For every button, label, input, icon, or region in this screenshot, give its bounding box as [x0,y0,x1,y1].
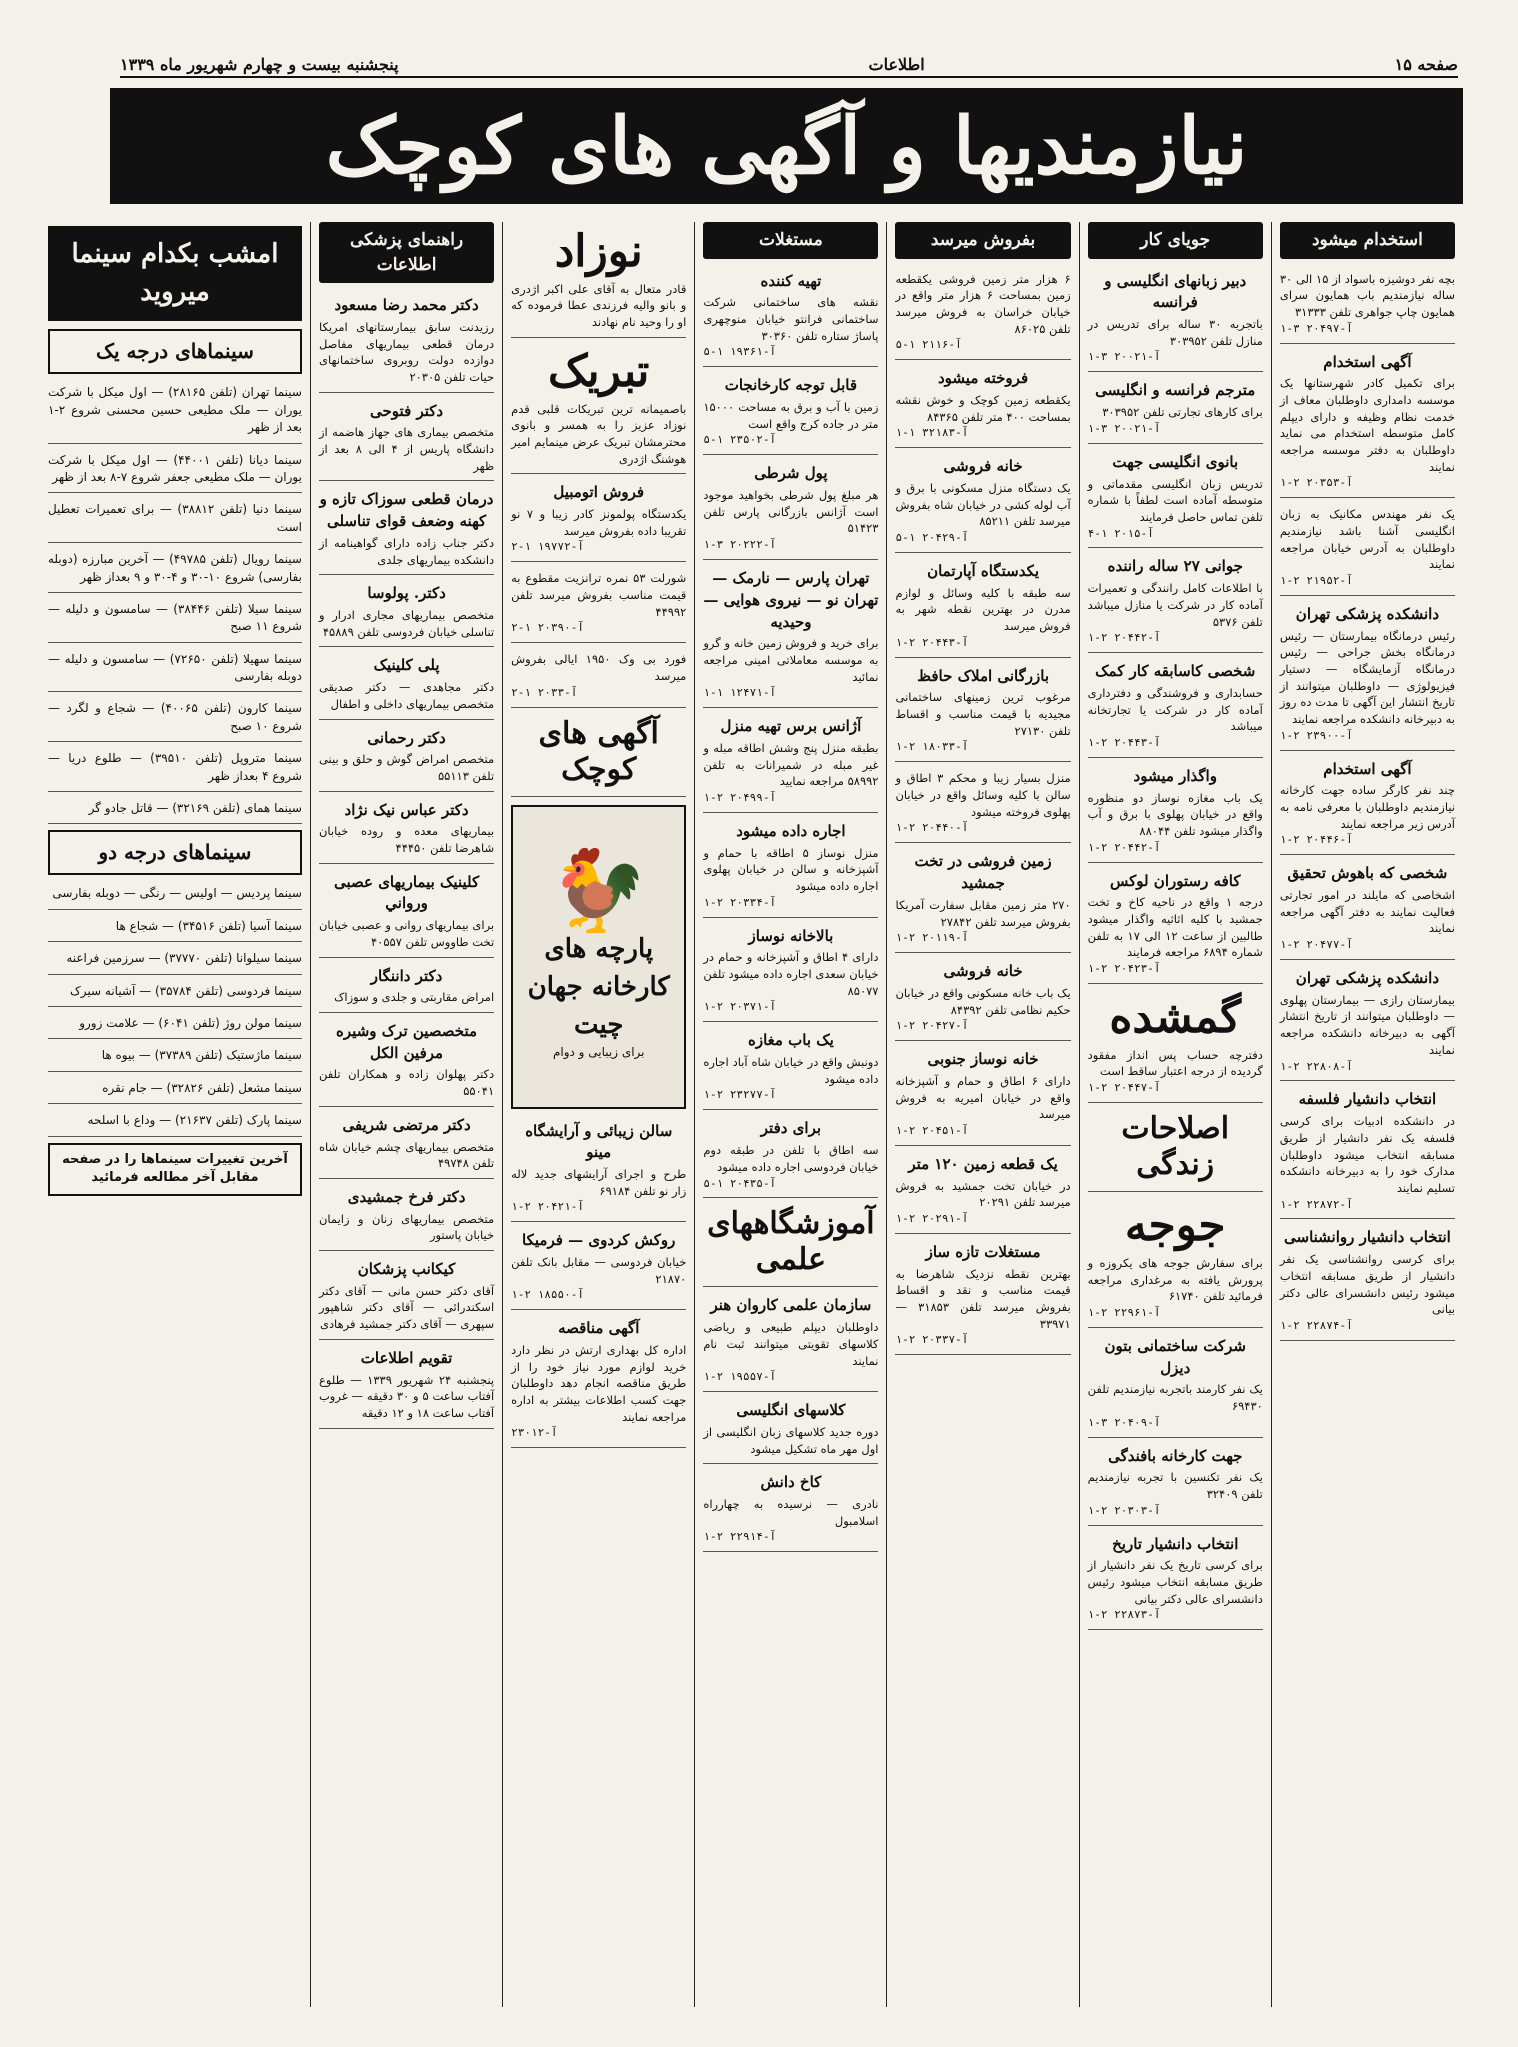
ad-body: آقای دکتر حسن مانی — آقای دکتر اسکندرائی — آقای دکتر شاهپور سپهری — آقای دکتر جمشید فرهادی [318,1283,495,1332]
ad-body: برای خرید و فروش زمین خانه و گرو به موسسه معاملاتی امینی مراجعه نمائید [703,636,879,684]
ad-body: شورلت ۵۳ نمره ترانزیت مقطوع به قیمت مناسب بفروش میرسد تلفن ۴۴۹۹۲ [511,571,687,619]
ad-list [895,267,1070,1356]
classified-ad [319,397,494,482]
ad-title: فروخته میشود [938,369,1029,388]
classified-ad [703,1291,878,1392]
classified-ad [1088,867,1263,984]
ad-title: زمین فروشی در تخت جمشید [914,852,1052,893]
ad-body: برای سفارش جوجه های یکروزه و پرورش یافته به مرغداری مراجعه فرمائید تلفن ۶۱۷۴۰ [1087,1255,1263,1304]
ad-code: آ-۲۰۴۴۳ ۲-۱ [1087,735,1161,749]
ad-code: آ-۲۲۸۰۸ ۲-۱ [1279,1059,1353,1073]
ad-body: برای کارهای تجارتی تلفن ۳۰۳۹۵۲ [1102,405,1263,420]
ad-body: مرغوب ترین زمینهای ساختمانی مجیدیه با قیمت مناسب و اقساط تلفن ۲۷۱۳۰ [895,690,1071,738]
ad-title: مستغلات تازه ساز [925,1242,1041,1261]
ad-title: تهیه کننده [760,271,822,290]
ad-title: یک قطعه زمین ۱۲۰ متر [908,1154,1058,1173]
classified-ad [703,1026,878,1110]
ad-title: تبریک [548,345,650,397]
ad-body: بیماریهای معده و روده خیابان شاهرضا تلفن ۴۴۴۵۰ [318,824,495,856]
ad-body: پنجشنبه ۲۴ شهریور ۱۳۳۹ — طلوع آفتاب ساعت ۵ و ۳۰ دقیقه — غروب آفتاب ساعت ۱۸ و ۱۲ دقیقه [318,1372,495,1420]
classified-ad [1280,348,1455,499]
column-medical [310,222,502,2007]
ad-code: آ-۱۹۷۷۲ ۱-۲ [511,540,585,554]
cinema-listing: سینما رویال (تلفن ۴۹۷۸۵) — آخرین مبارزه (دوبله بفارسی) شروع ۱۰-۳۰ و ۴-۳۰ و ۹ بعداز ظهر [48,547,302,593]
classified-ad [703,817,878,918]
ad-title: دکتر رحمانی [367,728,446,747]
column-heading: مستغلات [703,222,878,259]
ad-code: آ-۲۱۱۶ ۱-۵ [895,338,962,352]
ad-code: آ-۲۰۴۹۹ ۲-۱ [703,791,777,805]
ad-list [1088,267,1263,1631]
ad-body: در خیابان تخت جمشید به فروش میرسد تلفن ۲۰۲۹۱ [895,1178,1071,1210]
ad-body: دکتر مجاهدی — دکتر صدیقی متخصص بیماریهای داخلی و اطفال [318,680,495,711]
cinema-listing: سینما پارک (تلفن ۲۱۶۳۷) — وداع با اسلحه [48,1108,302,1136]
column-heading: استخدام میشود [1280,222,1455,259]
ad-title: خانه فروشی [943,962,1023,981]
cinema-listing: سینما سیلوانا (تلفن ۳۷۷۷۰) — سرزمین فراعنه [48,946,302,974]
ad-code: آ-۱۲۴۷۱ ۱-۱ [703,686,777,700]
classified-ad [1088,1107,1263,1192]
classified-ad [1088,762,1263,863]
classified-ad [1280,502,1455,596]
ad-title: بازرگانی املاک حافظ [917,666,1050,685]
ad-body: هر مبلغ پول شرطی بخواهید موجود است آژانس بازرگانی پارس تلفن ۵۱۴۲۳ [703,488,879,536]
ad-title: بانوی انگلیسی جهت [1112,452,1239,471]
classifieds-banner: نیازمندیها و آگهی های کوچک [110,88,1463,204]
ad-title: کافه رستوران لوکس [1110,871,1241,890]
ad-body: منزل نوساز ۵ اطاقه با حمام و آشپزخانه و سالن در خیابان پهلوی اجاره داده میشود [703,845,879,894]
ad-code: آ-۲۰۳۷۱ ۲-۱ [703,1000,777,1014]
ad-code: آ-۲۰۴۲۳ ۲-۱ [1087,962,1161,976]
ad-title: دکتر فرخ جمشیدی [347,1187,466,1206]
classified-ad [703,564,878,708]
classified-ad [319,1017,494,1107]
ad-body: با اطلاعات کامل رانندگی و تعمیرات آماده کار در شرکت یا منازل میباشد تلفن ۵۳۷۶ [1087,581,1263,629]
ad-code: آ-۲۰۳۳۷ ۲-۱ [895,1333,969,1347]
classified-ad [895,1045,1070,1146]
classified-ad [511,1226,686,1310]
ad-title: جوجه [1124,1200,1226,1252]
classified-ad [1280,859,1455,960]
ad-code: آ-۲۰۴۲۷ ۲-۱ [895,1019,969,1033]
ad-title: آموزشگاههای علمی [707,1206,875,1278]
classified-ad [1088,988,1263,1103]
ad-body: تدریس زبان انگلیسی مقدماتی و متوسطه آماده است لطفاً با شماره تلفن تماس حاصل فرمایند [1087,476,1263,524]
classified-ad [895,1150,1070,1234]
ad-title: دکتر محمد رضا مسعود [334,296,479,315]
ad-title: نوزاد [554,226,643,277]
classified-ad [511,712,686,797]
ad-code: آ-۲۰۲۲۲ ۳-۱ [703,538,777,552]
ad-code: آ-۲۰۴۵۱ ۲-۱ [895,1123,969,1137]
cinema-section-heading: سینماهای درجه یک [48,329,302,374]
issue-date: پنجشنبه بیست و چهارم شهریور ماه ۱۳۳۹ [120,54,399,74]
classified-ad [895,557,1070,658]
ad-body: یک باب خانه مسکونی واقع در خیابان حکیم نظامی تلفن ۸۴۳۹۲ [895,985,1071,1017]
ad-title: قابل توجه کارخانجات [724,376,858,395]
ad-body: طرح و اجرای آرایشهای جدید لاله زار نو تلفن ۶۹۱۸۴ [511,1167,687,1198]
classified-ad [703,1202,878,1287]
classified-ad [895,267,1070,361]
classified-ad [703,371,878,455]
ad-title: تقویم اطلاعات [360,1348,453,1367]
ad-code: آ-۲۳۲۷۷ ۲-۱ [703,1088,777,1102]
ad-code: آ-۲۰۴۲۹ ۱-۵ [895,531,969,545]
ad-code: آ-۱۸۰۳۳ ۲-۱ [895,740,969,754]
classified-ad [703,267,878,368]
ad-title: کلینیک بیماریهای عصبی ورواني [333,872,480,913]
ad-code: آ-۲۲۸۷۴ ۲-۱ [1279,1318,1353,1332]
ad-code: آ-۲۳۵۰۲ ۱-۵ [703,433,777,447]
ad-body: متخصص بیماری های جهاز هاضمه از دانشگاه پاریس از ۴ الی ۸ بعد از ظهر [318,425,495,473]
ad-body: فورد بی وک ۱۹۵۰ ایالی بفروش میرسد [511,652,687,683]
ad-body: اشخاصی که مایلند در امور تجارتی فعالیت نمایند به دفتر آگهی مراجعه نمایند [1279,888,1455,936]
paper-name: اطلاعات [868,54,925,74]
ad-body: برای کرسی تاریخ یک نفر دانشیار از طریق مسابقه انتخاب میشود رئیس دانشسرای عالی دکتر بیانی [1087,1558,1263,1606]
ad-title: آگهی استخدام [1323,759,1412,778]
classified-ad [1280,267,1455,344]
column-real-estate [694,222,886,2007]
ad-body: رئیس درمانگاه بیمارستان — رئیس درمانگاه بخش جراحی — رئیس درمانگاه آزمایشگاه — دستیار فیزیولوژی — داوطلبان میتوانند از تاریخ انتشار این آگهی تا مدت ده روز به دبیرخانه دانشکده مراجعه نمایند [1279,628,1455,727]
ad-body: زمین با آب و برق به مساحت ۱۵۰۰۰ متر در جاده کرج واقع است [703,400,879,431]
ad-title: تهران پارس — نارمک — تهران نو — نیروی هوایی — وحیدیه [703,569,879,631]
column-for-sale [886,222,1078,2007]
ad-body: نادری — نرسیده به چهارراه اسلامبول [703,1497,879,1528]
ad-title: روکش کردوی — فرمیکا [522,1231,676,1250]
ad-title: پلی کلینیک [373,656,440,675]
ad-body: یک نفر مهندس مکانیک به زبان انگلیسی آشنا باشد نیازمندیم داوطلبان به آدرس خیابان مراجعه نمایند [1279,507,1455,572]
classified-ad [895,364,1070,448]
ad-list [511,222,686,797]
cinema-listing: سینما متروپل (تلفن ۳۹۵۱۰) — طلوع دریا — شروع ۴ بعداز ظهر [48,746,302,792]
cinema-listing: سینما مولن روژ (تلفن ۶۰۴۱) — علامت زورو [48,1011,302,1039]
cinema-listing: سینما آسیا (تلفن ۳۴۵۱۶) — شجاع ها [48,914,302,942]
ad-body: رزیدنت سابق بیمارستانهای امریکا درمان قطعی بیماریهای مفاصل دوازده دولت روبروی ساختمانهای حیات تلفن ۲۰۳۰۵ [318,320,495,385]
classified-ad [511,222,686,338]
classifieds-columns [40,222,1463,2007]
page-number: صفحه ۱۵ [1394,54,1458,74]
ad-title: شخصی که باهوش تحقیق [1287,864,1448,883]
ad-title: خانه نوساز جنوبی [927,1050,1039,1069]
classified-ad [1088,267,1263,373]
cinema-section-heading: سینماهای درجه دو [48,830,302,875]
classified-ad [319,291,494,392]
classified-ad [319,485,494,575]
ad-body: ۶ هزار متر زمین فروشی یکقطعه زمین بمساحت ۶ هزار متر واقع در خیابان خراسان به فروش میرسد تلفن ۸۶۰۲۵ [895,271,1071,336]
ad-code: آ-۱۹۵۵۷ ۲-۱ [703,1370,777,1384]
ad-code: آ-۲۰۴۴۶ ۲-۱ [1279,833,1353,847]
cinema-sections [48,329,302,1136]
ad-body: یکدستگاه پولمونز کادر زیبا و ۷ نو تقریبا داده بفروش میرسد [511,507,687,538]
ad-code: آ-۲۱۹۵۲ ۲-۱ [1279,574,1353,587]
classified-ad [703,459,878,560]
ad-body: امراض مقاربتی و جلدی و سوزاک [334,990,495,1005]
ad-body: اداره کل بهداری ارتش در نظر دارد خرید لوازم مورد نیاز خود را از طریق مناقصه انجام دهد داوطلبان جهت کسب اطلاعات بیشتر به اداره مراجعه نمایند [511,1343,687,1424]
classified-ad [1280,1223,1455,1340]
classified-ad [895,847,1070,953]
ad-body: متخصص بیماریهای مجاری ادرار و تناسلی خیابان فردوسی تلفن ۴۵۸۸۹ [318,608,495,639]
column-heading: راهنمای پزشکی اطلاعات [319,222,494,283]
ad-code: آ-۲۰۱۱۹ ۲-۱ [895,931,969,945]
ad-title: گمشده [1109,991,1242,1043]
classified-ad [703,1468,878,1552]
ad-code: آ-۲۰۴۴۰ ۲-۱ [895,821,969,835]
ad-code: آ-۲۰۳۰۳ ۲-۱ [1087,1503,1161,1517]
ad-body: متخصص امراض گوش و حلق و بینی تلفن ۵۵۱۱۳ [318,752,495,783]
ad-title: اجاره داده میشود [736,821,846,840]
cinema-heading: امشب بکدام سینما میروید [48,226,302,321]
ad-code: آ-۳۲۱۸۳ ۱-۱ [895,426,969,440]
ad-title: خانه فروشی [943,457,1023,476]
cinema-listing: سینما مشعل (تلفن ۳۲۸۲۶) — جام نقره [48,1076,302,1104]
ad-code: آ-۲۰۳۳۴ ۲-۱ [703,895,777,909]
ad-title: جوانی ۲۷ ساله راننده [1107,557,1243,576]
ad-list-tail [511,1117,686,1449]
ad-title: آگهی استخدام [1323,352,1412,371]
ad-title: بالاخانه نوساز [748,926,834,945]
classified-ad [1088,1196,1263,1328]
ad-title: جهت کارخانه بافندگی [1108,1446,1243,1465]
ad-body: دفترچه حساب پس انداز مفقود گردیده از درجه اعتبار ساقط است [1087,1047,1263,1079]
ad-title: فروش اتومبیل [553,483,645,502]
column-heading: بفروش میرسد [895,222,1070,259]
ad-list [703,267,878,1553]
cinema-listing: سینما پردیس — اولیس — رنگی — دوبله بفارسی [48,881,302,909]
ad-title: شرکت ساختمانی بتون دیزل [1104,1336,1246,1377]
ad-title: دبیر زبانهای انگلیسی و فرانسه [1104,271,1247,312]
ad-body: برای کرسی روانشناسی یک نفر دانشیار از طریق مسابقه انتخاب میشود رئیس دانشسرای عالی دکتر بیانی [1279,1252,1455,1317]
ad-body: در دانشکده ادبیات برای کرسی فلسفه یک نفر دانشیار از طریق مسابقه انتخاب میشود داوطلبان مدارک خود را به دبیرخانه دانشکده تسلیم نمایند [1279,1114,1455,1195]
column-misc [502,222,694,2007]
classified-ad [319,962,494,1013]
ad-code: آ-۲۰۴۰۹ ۳-۱ [1087,1415,1161,1429]
ad-code: آ-۱۹۳۶۱ ۱-۵ [703,345,777,359]
ad-title: پول شرطی [754,464,828,483]
ad-code: آ-۲۳۹۰۰ ۲-۱ [1279,728,1353,742]
ad-code: آ-۲۰۳۵۳ ۲-۱ [1279,476,1353,490]
ad-body: درجه ۱ واقع در ناحیه کاخ و تخت جمشید با کلیه اثاثیه واگذار میشود طالبین از ساعت ۱۲ الی ۱۷ به تلفن شماره ۶۸۹۴ مراجعه فرمایند [1087,895,1263,960]
ad-title: انتخاب دانشیار تاریخ [1112,1534,1239,1553]
column-cinemas [40,222,310,2007]
ad-code: آ-۲۰۱۵ ۱-۴ [1087,526,1154,540]
ad-body: برای تکمیل کادر شهرستانها یک موسسه دامداری داوطلبان معاف از خدمت نظام وظیفه و دارای دیپلم کامل متوسطه استخدام می نماید داوطلبان به دفتر موسسه مراجعه نمایند [1279,376,1455,474]
ad-code: آ-۲۰۴۷۷ ۲-۱ [1279,938,1353,952]
ad-title: دکتر مرتضی شریفی [342,1115,471,1134]
cinema-listing: سینما سیلا (تلفن ۳۸۴۴۶) — سامسون و دلیله — شروع ۱۱ صبح [48,597,302,643]
ad-body: دکتر جناب زاده دارای گواهینامه از دانشکده بیماریهای جلدی [318,535,495,567]
classified-ad [1088,1442,1263,1526]
classified-ad [319,1255,494,1340]
ad-code: آ-۲۲۸۷۲ ۲-۱ [1279,1197,1353,1211]
classified-ad [1088,1332,1263,1438]
ad-title: شخصی کاسابقه کار کمک [1095,662,1256,681]
ad-body: ۲۷۰ متر زمین مقابل سفارت آمریکا بفروش میرسد تلفن ۲۷۸۴۲ [895,897,1071,929]
ad-code: آ-۲۰۴۹۷ ۳-۱ [1279,321,1353,335]
classified-ad [703,712,878,813]
classified-ad [511,566,686,643]
classified-ad [319,796,494,864]
ad-body: بیمارستان رازی — بیمارستان پهلوی — داوطلبان میتوانند از تاریخ انتشار آگهی به دبیرخانه دانشکده مراجعه نمایند [1279,992,1455,1057]
rooster-icon: 🐓 [548,844,649,938]
ad-code: آ-۲۰۲۹۱ ۲-۱ [895,1211,969,1225]
ad-code: آ-۲۰۳۹۰ ۱-۲ [511,621,585,635]
ad-title: کیکانب پزشکان [357,1260,456,1278]
ad-title: کاخ دانش [760,1473,822,1492]
ad-body: یک دستگاه منزل مسکونی با برق و آب لوله کشی در خیابان شاه بفروش میرسد تلفن ۸۵۲۱۱ [895,481,1071,529]
classified-ad [1088,657,1263,758]
classified-ad [1280,600,1455,751]
ad-title: دکتر فتوحی [370,401,444,420]
ad-title: دانشکده پزشکی تهران [1295,604,1440,623]
ad-body: باصمیمانه ترین تبریکات قلبی قدم نوزاد عزیز را به همسر و بانوی محترمشان تبریک عرض مینمایم امیر هوشنگ اژدری [511,401,687,466]
ad-code: آ-۲۰۴۴۲ ۲-۱ [1087,840,1161,854]
ad-code: آ-۲۰۳۳ ۱-۲ [511,685,578,699]
classified-ad [895,452,1070,553]
classified-ad [895,1238,1070,1355]
ad-body: یکقطعه زمین کوچک و خوش نقشه بمساحت ۴۰۰ متر تلفن ۸۴۳۶۵ [895,393,1071,424]
ad-title: انتخاب دانشیار فلسفه [1298,1090,1437,1109]
ad-code: آ-۲۰۴۴۳ ۲-۱ [895,635,969,649]
cinema-listing: سینما تهران (تلفن ۲۸۱۶۵) — اول میکل با شرکت یوران — ملک مطیعی حسین محسنی شروع ۲-۱ بعد از ظهر [48,380,302,443]
cinema-listing: سینما دیانا (تلفن ۴۴۰۰۱) — اول میکل با شرکت یوران — ملک مطیعی جعفر شروع ۷-۸ بعد از ظهر [48,448,302,494]
ad-body: منزل بسیار زیبا و محکم ۳ اطاق و سالن با کلیه وسائل واقع در خیابان پهلوی فروخته میشود [895,771,1071,819]
cinema-listing: سینما کارون (تلفن ۴۰۰۶۵) — شجاع و لگرد — شروع ۱۰ صبح [48,696,302,742]
ad-code: آ-۱۸۵۵۰ ۲-۱ [511,1288,585,1302]
classified-ad [319,868,494,958]
ad-title: دانشکده پزشکی تهران [1295,969,1440,988]
classified-ad [1088,552,1263,653]
ad-title: دکتر. پولوسا [367,584,446,603]
ad-body: داوطلبان دیپلم طبیعی و ریاضی کلاسهای تقویتی میتوانند ثبت نام نمایند [703,1320,879,1368]
classified-ad [319,579,494,647]
classified-ad [319,1344,494,1429]
ad-title: انتخاب دانشیار روانشناسی [1284,1228,1451,1247]
ad-title: سالن زیبائی و آرایشگاه مینو [525,1121,673,1162]
ad-code: آ-۲۰۰۲۱ ۳-۱ [1087,350,1161,364]
classified-ad [1280,755,1455,856]
ad-title: متخصصین ترک وشیره مرفین الکل [336,1021,478,1062]
ad-body: سه اطاق با تلفن در طبقه دوم خیابان فردوسی اجاره داده میشود [703,1143,879,1174]
ad-title: یکدستگاه آپارتمان [927,562,1040,580]
ad-code: آ-۲۰۴۴۷ ۲-۱ [1087,1081,1161,1095]
ad-body: حسابداری و فروشندگی و دفترداری آماده کار در شرکت یا تجارتخانه میباشد [1087,685,1263,734]
ad-code: آ-۲۰۴۳۵ ۱-۵ [703,1176,777,1190]
ad-body: سه طبقه با کلیه وسائل و لوازم مدرن در بهترین نقطه شهر به فروش میرسد [895,585,1071,634]
ad-title: دکتر داننگار [370,966,443,985]
ad-title: آگهی های کوچک [538,715,659,787]
ad-title: برای دفتر [760,1119,822,1138]
ad-body: دوره جدید کلاسهای زبان انگلیسی از اول مهر ماه تشکیل میشود [703,1424,879,1456]
fabric-advert-sub: برای زیبایی و دوام [552,1045,645,1060]
ad-body: نقشه های ساختمانی شرکت ساختمانی فرانتو خیابان منوچهری پاساژ ستاره تلفن ۳۰۳۶۰ [703,295,879,343]
ad-title: سازمان علمی کاروان هنر [710,1296,872,1315]
page-header [120,52,1458,78]
ad-title: یک باب مغازه [747,1031,834,1050]
ad-body: متخصص بیماریهای زنان و زایمان خیابان پاستور [318,1211,495,1243]
cinema-listing: سینما سهیلا (تلفن ۷۲۶۵۰) — سامسون و دلیله — دوبله بفارسی [48,647,302,693]
classified-ad [1088,376,1263,443]
ad-body: دکتر پهلوان زاده و همکاران تلفن ۵۵۰۴۱ [318,1067,495,1099]
ad-body: قادر متعال به آقای علی اکبر اژدری و بانو والیه فرزندی عطا فرموده که او را وحید نام نهادند [511,281,687,330]
cinema-footer-note: آخرین تغییرات سینماها را در صفحه مقابل آخر مطالعه فرمائید [48,1143,302,1197]
classified-ad [319,1111,494,1179]
ad-body: یک نفر تکنسین با تجربه نیازمندیم تلفن ۳۲۴۰۹ [1087,1470,1263,1501]
ad-body: بچه نفر دوشیزه باسواد از ۱۵ الی ۳۰ ساله نیازمندیم باب همایون سرای همایون چاپ جواهری تلفن ۳۱۳۳۳ [1279,271,1455,319]
cinema-listing: سینما ماژستیک (تلفن ۳۷۳۸۹) — بیوه ها [48,1043,302,1071]
classified-ad [511,1314,686,1448]
ad-body: دارای ۶ اطاق و حمام و آشپزخانه واقع در خیابان امیریه به فروش میرسد [895,1073,1071,1122]
ad-list [319,291,494,1428]
ad-title: آگهی مناقصه [558,1319,640,1338]
classified-ad [511,342,686,474]
ad-body: دونبش واقع در خیابان شاه آباد اجاره داده میشود [703,1055,879,1086]
ad-body: باتجربه ۳۰ ساله برای تدریس در منازل تلفن ۳۰۳۹۵۲ [1087,317,1263,348]
cinema-listing: سینما فردوسی (تلفن ۳۵۷۸۴) — آشیانه سیرک [48,979,302,1007]
ad-title: کلاسهای انگلیسی [736,1401,846,1420]
ad-code: آ-۲۰۰۲۱ ۳-۱ [1087,421,1161,435]
column-employment [1271,222,1463,2007]
classified-ad [319,651,494,719]
ad-title: دکتر عباس نیک نژاد [344,800,469,819]
ad-list [1280,267,1455,1341]
ad-code: آ-۲۲۹۶۱ ۲-۱ [1087,1305,1161,1319]
classified-ad [703,1396,878,1464]
classified-ad [1088,1530,1263,1631]
ad-title: درمان قطعی سوزاک تازه و کهنه وضعف قوای تناسلی [319,490,494,531]
ad-body: چند نفر کارگر ساده جهت کارخانه نیازمندیم داوطلبان با معرفی نامه به آدرس زیر مراجعه نمایند [1279,783,1455,831]
classified-ad [895,662,1070,763]
ad-code: آ-۲۲۹۱۴ ۲-۱ [703,1530,777,1544]
classified-ad [319,724,494,792]
column-job-seekers [1079,222,1271,2007]
ad-body: بطبقه منزل پنج وشش اطاقه مبله و غیر مبله در شمیرانات به تلفن ۵۸۹۹۲ مراجعه نمایید [703,741,879,789]
cinema-listing: سینما دنیا (تلفن ۳۸۸۱۲) — برای تعمیرات تعطیل است [48,497,302,543]
ad-body: یک باب مغازه نوساز دو منظوره واقع در خیابان پهلوی با برق و آب واگذار میشود تلفن ۸۸۰۴۴ [1087,790,1263,838]
classified-ad [319,1183,494,1251]
classified-ad [703,1114,878,1198]
column-heading: جویای کار [1088,222,1263,259]
classified-ad [1280,964,1455,1081]
classified-ad [511,647,686,707]
classified-ad [1280,1085,1455,1219]
ad-body: یک نفر کارمند باتجربه نیازمندیم تلفن ۶۹۴۳۰ [1087,1382,1263,1413]
ad-code: آ-۲۰۴۴۲ ۲-۱ [1087,631,1161,645]
classified-ad [895,766,1070,843]
fabric-advert-text: پارچه های کارخانه جهان چیت [527,934,670,1040]
ad-body: برای بیماریهای روانی و عصبی خیابان تخت طاووس تلفن ۴۰۵۵۷ [318,918,495,949]
ad-title: آژانس برس تهیه منزل [720,717,862,736]
classified-ad [703,922,878,1023]
ad-code: آ-۲۲۸۷۳ ۲-۱ [1087,1608,1161,1622]
classified-ad [511,1117,686,1223]
ad-code: آ-۲۳۰۱۲ [511,1426,558,1440]
fabric-advert [511,805,686,1109]
ad-body: متخصص بیماریهای چشم خیابان شاه تلفن ۴۹۷۴۸ [318,1139,495,1171]
ad-body: خیابان فردوسی — مقابل بانک تلفن ۲۱۸۷۰ [511,1255,687,1286]
ad-title: واگذار میشود [1133,766,1217,785]
ad-body: بهترین نقطه نزدیک شاهرضا به قیمت مناسب و نقد و اقساط بفروش میرسد تلفن ۳۱۸۵۳ — ۳۳۹۷۱ [895,1266,1071,1331]
ad-title: مترجم فرانسه و انگلیسی [1095,381,1256,400]
ad-body: دارای ۴ اطاق و آشپزخانه و حمام در خیابان سعدی اجاره داده میشود تلفن ۸۵۰۷۷ [703,950,879,998]
cinema-listing: سینما همای (تلفن ۳۲۱۶۹) — قاتل جادو گر [48,796,302,824]
ad-title: اصلاحات زندگی [1121,1111,1230,1183]
classified-ad [1088,448,1263,549]
classified-ad [511,478,686,562]
classified-ad [895,957,1070,1041]
ad-code: آ-۲۰۴۲۱ ۲-۱ [511,1200,585,1214]
